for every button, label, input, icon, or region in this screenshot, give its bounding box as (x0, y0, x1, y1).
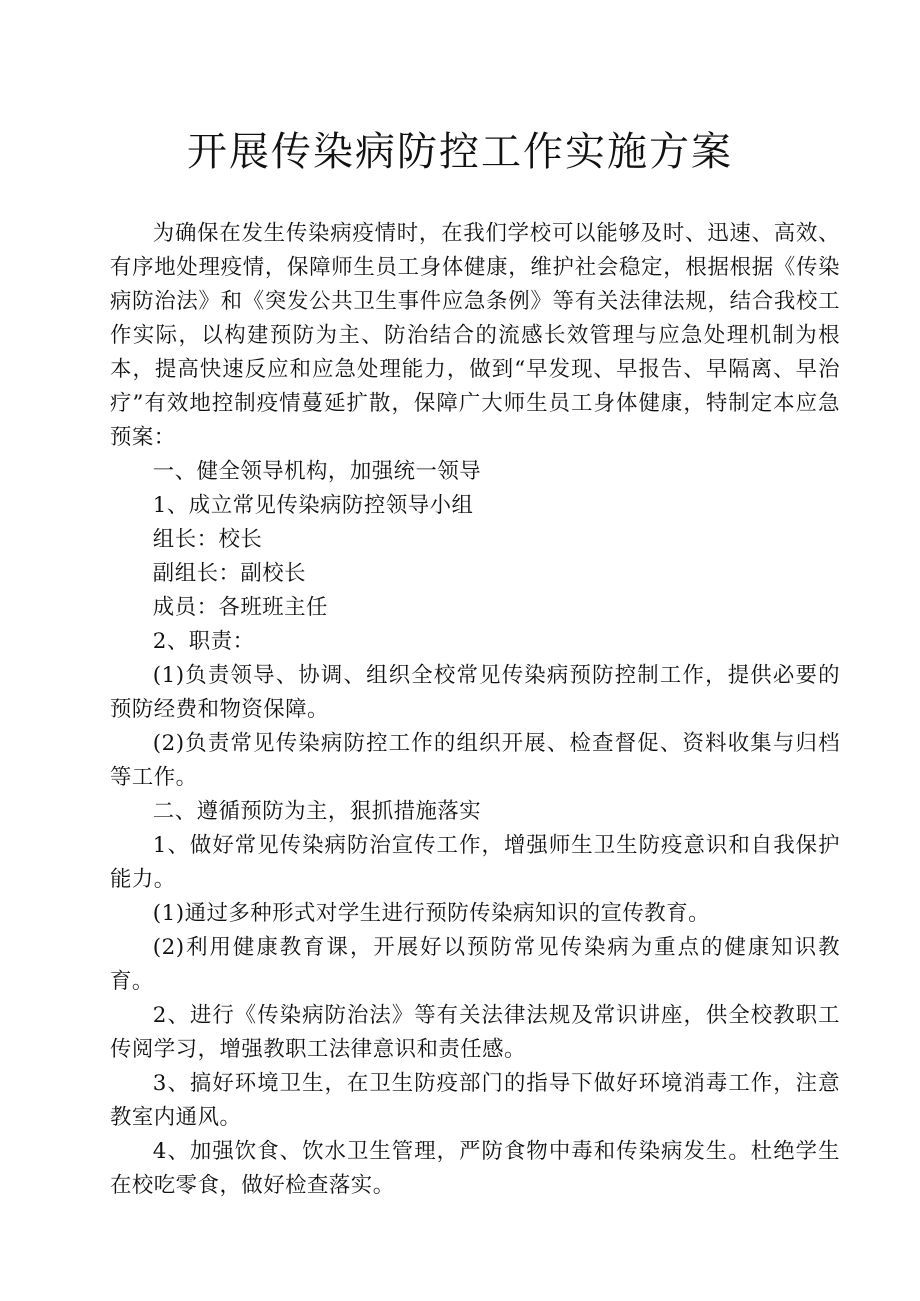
duties-heading: 2、职责： (152, 629, 255, 654)
duty-item: (2)负责常见传染病防控工作的组织开展、检查督促、资料收集与归档等工作。 (110, 731, 840, 790)
members-line: 成员：各班班主任 (152, 595, 328, 620)
measure-subitem: (2)利用健康教育课，开展好以预防常见传染病为重点的健康知识教育。 (110, 935, 840, 994)
measure-item: 4、加强饮食、饮水卫生管理，严防食物中毒和传染病发生。杜绝学生在校吃零食，做好检查落实。 (110, 1139, 840, 1198)
duty-item: (1)负责领导、协调、组织全校常见传染病预防控制工作，提供必要的预防经费和物资保障。 (110, 663, 840, 722)
subsection-heading: 1、成立常见传染病防控领导小组 (152, 493, 474, 518)
document-body (110, 217, 840, 1203)
document-title: 开展传染病防控工作实施方案 (187, 129, 733, 175)
deputy-leader-line: 副组长：副校长 (152, 561, 307, 586)
measure-item: 3、搞好环境卫生，在卫生防疫部门的指导下做好环境消毒工作，注意教室内通风。 (110, 1071, 840, 1130)
leader-line: 组长：校长 (152, 527, 263, 552)
measure-subitem: (1)通过多种形式对学生进行预防传染病知识的宣传教育。 (152, 901, 710, 926)
measure-item: 2、进行《传染病防治法》等有关法律法规及常识讲座，供全校教职工传阅学习，增强教职工法律意识和责任感。 (110, 1003, 840, 1062)
intro-paragraph: 为确保在发生传染病疫情时，在我们学校可以能够及时、迅速、高效、有序地处理疫情，保障师生员工身体健康，维护社会稳定，根据根据《传染病防治法》和《突发公共卫生事件应急条例》等有关法律法规，结合我校工作实际，以构建预防为主、防治结合的流感长效管理与应急处理机制为根本，提高快速反应和应急处理能力，做到“早发现、早报告、早隔离、早治疗”有效地控制疫情蔓延扩散，保障广大师生员工身体健康，特制定本应急预案： (110, 221, 840, 450)
measure-item: 1、做好常见传染病防治宣传工作，增强师生卫生防疫意识和自我保护能力。 (110, 833, 840, 892)
section-heading-2: 二、遵循预防为主，狠抓措施落实 (152, 799, 482, 824)
section-heading-1: 一、健全领导机构，加强统一领导 (152, 459, 482, 484)
